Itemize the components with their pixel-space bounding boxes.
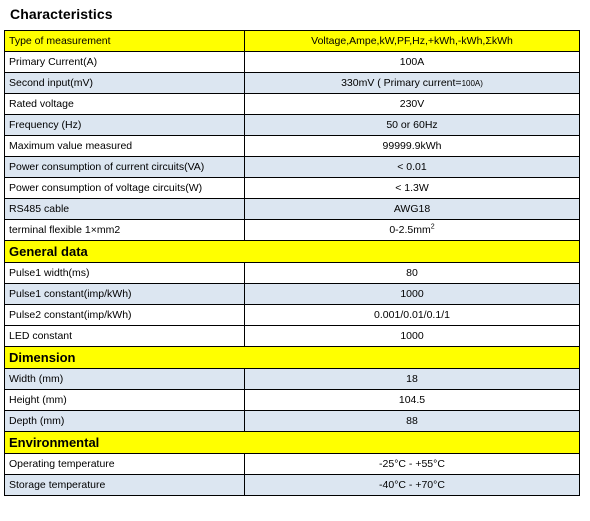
row-value: 0.001/0.01/0.1/1 [245,305,580,326]
table-row [5,199,580,220]
section-title: Dimension [5,347,580,369]
row-value [245,220,580,241]
row-label: Width (mm) [5,369,245,390]
row-value: Voltage,Ampe,kW,PF,Hz,+kWh,-kWh,ΣkWh [245,31,580,52]
row-label: Pulse2 constant(imp/kWh) [5,305,245,326]
table-row [5,475,580,496]
value-main: 0-2.5mm [389,224,431,236]
row-label: Maximum value measured [5,136,245,157]
row-label: Height (mm) [5,390,245,411]
row-value [245,73,580,94]
table-row [5,136,580,157]
row-value: < 1.3W [245,178,580,199]
table-row [5,115,580,136]
table-row [5,73,580,94]
row-label: terminal flexible 1×mm2 [5,220,245,241]
row-value: -25°C - +55°C [245,454,580,475]
table-row [5,411,580,432]
section-title: General data [5,241,580,263]
table-row [5,454,580,475]
row-value: 1000 [245,326,580,347]
row-value: 18 [245,369,580,390]
row-label: Storage temperature [5,475,245,496]
row-label: Frequency (Hz) [5,115,245,136]
row-value: 50 or 60Hz [245,115,580,136]
row-label: Primary Current(A) [5,52,245,73]
row-value: < 0.01 [245,157,580,178]
row-label: Type of measurement [5,31,245,52]
row-value: 99999.9kWh [245,136,580,157]
row-label: Second input(mV) [5,73,245,94]
table-row [5,94,580,115]
row-value: AWG18 [245,199,580,220]
row-label: Pulse1 width(ms) [5,263,245,284]
row-label: Rated voltage [5,94,245,115]
row-value: 100A [245,52,580,73]
value-small: 100A) [461,79,483,88]
section-title: Environmental [5,432,580,454]
row-label: Depth (mm) [5,411,245,432]
table-row [5,52,580,73]
section-heading-general-data [5,241,580,263]
row-value: 88 [245,411,580,432]
table-row [5,284,580,305]
row-value: 230V [245,94,580,115]
table-row [5,369,580,390]
row-label: Power consumption of voltage circuits(W) [5,178,245,199]
section-heading-environmental [5,432,580,454]
value-main: 330mV ( Primary current= [341,77,462,89]
spec-table [4,30,580,496]
row-label: Pulse1 constant(imp/kWh) [5,284,245,305]
table-row [5,263,580,284]
table-row [5,220,580,241]
row-label: Power consumption of current circuits(VA) [5,157,245,178]
table-row [5,157,580,178]
table-row [5,178,580,199]
row-label: LED constant [5,326,245,347]
row-value: 80 [245,263,580,284]
table-row [5,31,580,52]
row-label: Operating temperature [5,454,245,475]
table-row [5,305,580,326]
value-superscript: 2 [430,223,435,231]
section-heading-dimension [5,347,580,369]
table-row [5,326,580,347]
table-row [5,390,580,411]
page-title: Characteristics [10,6,113,22]
row-value: -40°C - +70°C [245,475,580,496]
row-value: 1000 [245,284,580,305]
row-label: RS485 cable [5,199,245,220]
row-value: 104.5 [245,390,580,411]
